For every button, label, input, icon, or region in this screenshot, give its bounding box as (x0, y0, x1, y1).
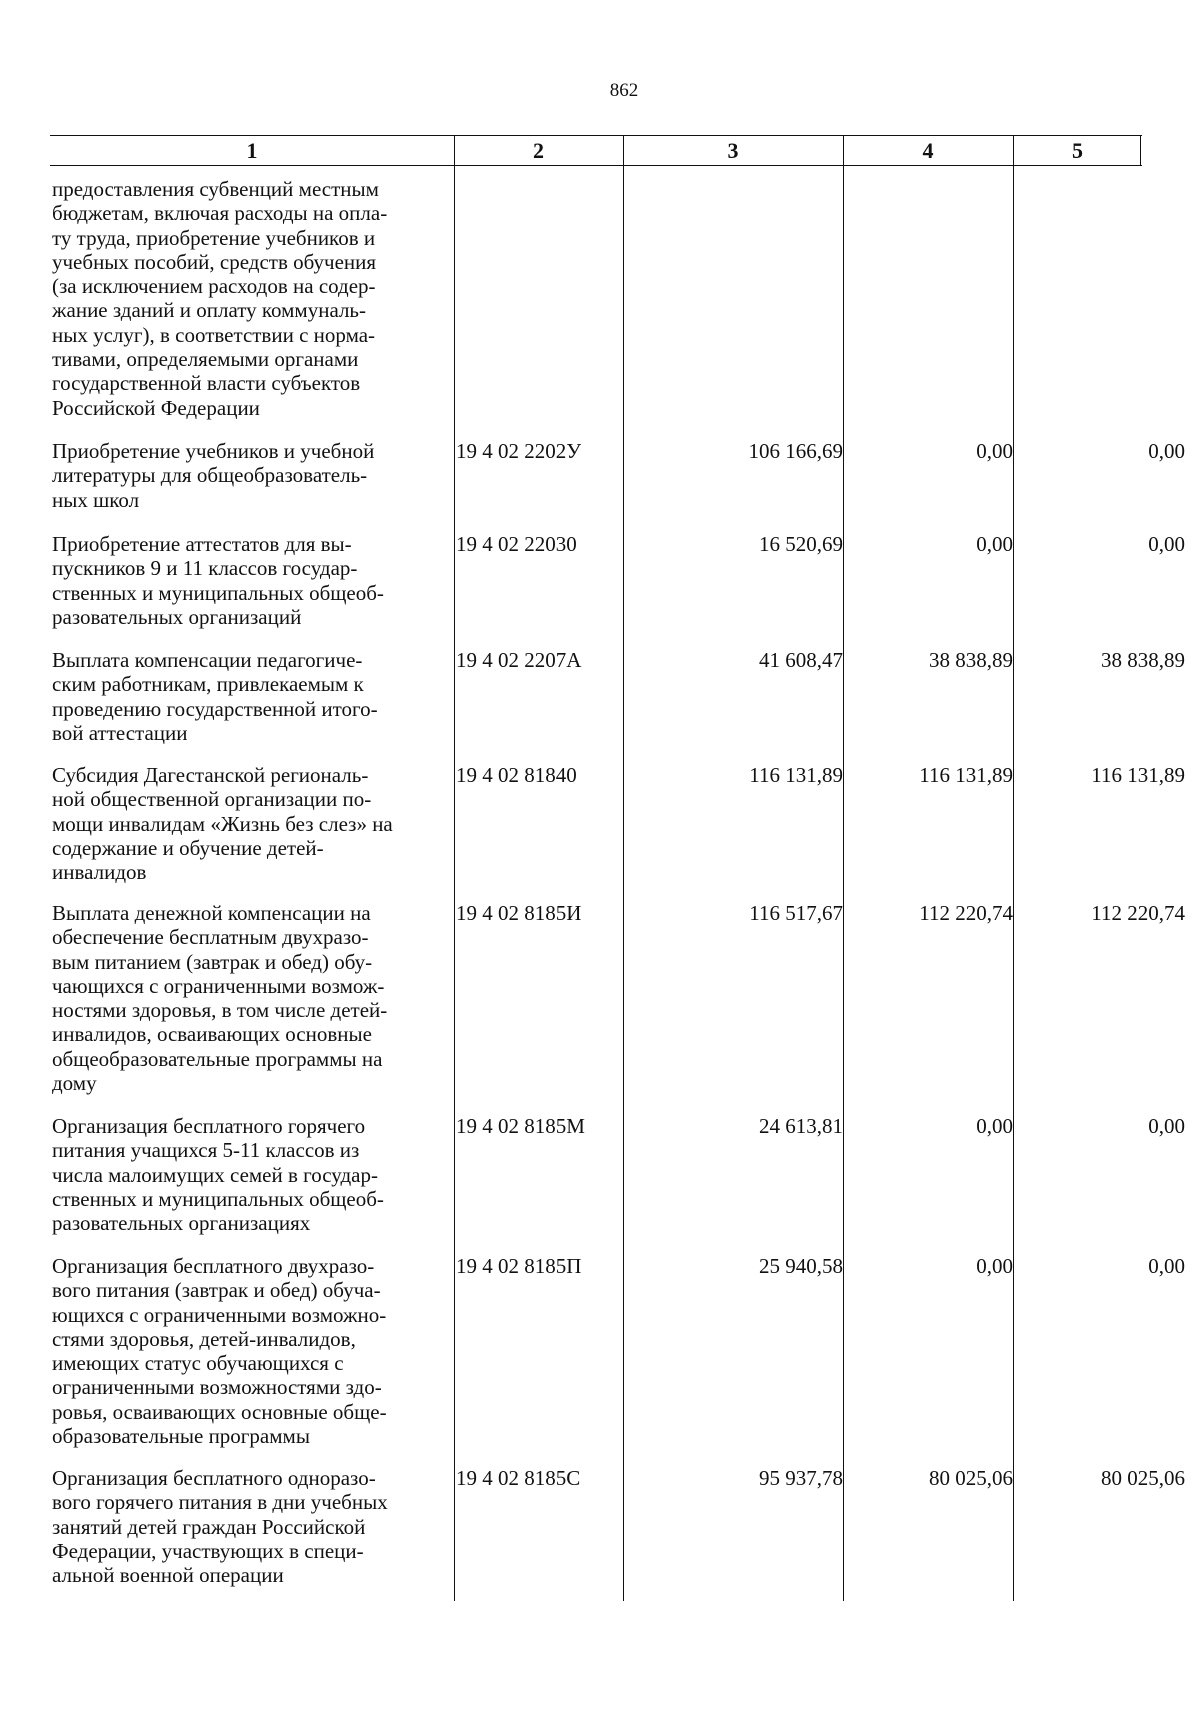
row-value-col4: 0,00 (976, 1254, 1013, 1278)
header-top-rule (50, 135, 1142, 136)
row-name: предоставления субвенций местным бюджетам, включая расходы на опла- ту труда, приобретение учебников и учебных пособий, средств обучения (за исключением расходов на содер- жание зданий и оплату коммуналь- ных услуг), в соответствии с норма- тивами, определяемыми органами государственной власти субъектов Российской Федерации (52, 177, 388, 420)
row-value-col3: 95 937,78 (759, 1466, 843, 1490)
row-value-col3: 106 166,69 (748, 439, 843, 463)
row-value-col3: 41 608,47 (759, 648, 843, 672)
row-value-col5: 112 220,74 (1091, 901, 1185, 925)
row-name: Организация бесплатного одноразо- вого горячего питания в дни учебных занятий детей граждан Российской Федерации, участвующих в специ- альной военной операции (52, 1466, 388, 1588)
row-value-col3: 116 131,89 (749, 763, 843, 787)
row-value-col5: 0,00 (1148, 1114, 1185, 1138)
row-value-col5: 80 025,06 (1101, 1466, 1185, 1490)
row-code: 19 4 02 8185С (456, 1466, 581, 1490)
row-code: 19 4 02 81840 (456, 763, 577, 787)
row-code: 19 4 02 8185П (456, 1254, 582, 1278)
row-value-col3: 24 613,81 (759, 1114, 843, 1138)
row-value-col4: 112 220,74 (919, 901, 1013, 925)
row-code: 19 4 02 8185И (456, 901, 582, 925)
budget-table (50, 135, 1185, 1601)
row-name: Приобретение учебников и учебной литературы для общеобразователь- ных школ (52, 439, 375, 512)
column-divider-1 (454, 135, 455, 1601)
row-value-col4: 0,00 (976, 1114, 1013, 1138)
page-number: 862 (609, 80, 639, 101)
column-header-5: 5 (1072, 138, 1083, 163)
header-bottom-rule (50, 165, 1142, 166)
row-value-col3: 25 940,58 (759, 1254, 843, 1278)
row-value-col3: 116 517,67 (749, 901, 843, 925)
row-value-col5: 116 131,89 (1091, 763, 1185, 787)
row-name: Организация бесплатного горячего питания учащихся 5-11 классов из числа малоимущих семей в государ- ственных и муниципальных общеоб- разовательных организациях (52, 1114, 384, 1236)
row-code: 19 4 02 2207А (456, 648, 582, 672)
column-divider-2 (623, 135, 624, 1601)
row-value-col3: 16 520,69 (759, 532, 843, 556)
column-header-4: 4 (922, 138, 934, 163)
row-value-col4: 80 025,06 (929, 1466, 1013, 1490)
column-divider-3 (843, 135, 844, 1601)
row-name: Организация бесплатного двухразо- вого питания (завтрак и обед) обуча- ющихся с ограниченными возможно- стями здоровья, детей-инвалидов, имеющих статус обучающихся с ограниченными возможностями здо- ровья, осваивающих основные обще- образовательные программы (52, 1254, 387, 1449)
row-value-col5: 0,00 (1148, 1254, 1185, 1278)
row-name: Выплата компенсации педагогиче- ским работникам, привлекаемым к проведению государственной итого- вой аттестации (52, 648, 378, 745)
row-value-col5: 38 838,89 (1101, 648, 1185, 672)
row-value-col4: 0,00 (976, 532, 1013, 556)
column-header-2: 2 (533, 138, 544, 163)
row-value-col4: 116 131,89 (919, 763, 1013, 787)
row-value-col4: 38 838,89 (929, 648, 1013, 672)
row-name: Выплата денежной компенсации на обеспечение бесплатным двухразо- вым питанием (завтрак и обед) обу- чающихся с ограниченными возмож- ностями здоровья, в том числе детей- инвалидов, осваивающих основные общеобразовательные программы на дому (52, 901, 388, 1096)
row-name: Субсидия Дагестанской региональ- ной общественной организации по- мощи инвалидам «Жизнь без слез» на содержание и обучение детей- инвалидов (52, 763, 393, 885)
row-value-col5: 0,00 (1148, 439, 1185, 463)
row-value-col5: 0,00 (1148, 532, 1185, 556)
row-code: 19 4 02 2202У (456, 439, 582, 463)
column-header-3: 3 (727, 138, 739, 163)
row-value-col4: 0,00 (976, 439, 1013, 463)
row-code: 19 4 02 8185М (456, 1114, 585, 1138)
row-name: Приобретение аттестатов для вы- пускников 9 и 11 классов государ- ственных и муниципальных общеоб- разовательных организаций (52, 532, 384, 629)
row-code: 19 4 02 22030 (456, 532, 577, 556)
column-divider-4 (1013, 135, 1014, 1601)
column-header-1: 1 (246, 138, 258, 163)
